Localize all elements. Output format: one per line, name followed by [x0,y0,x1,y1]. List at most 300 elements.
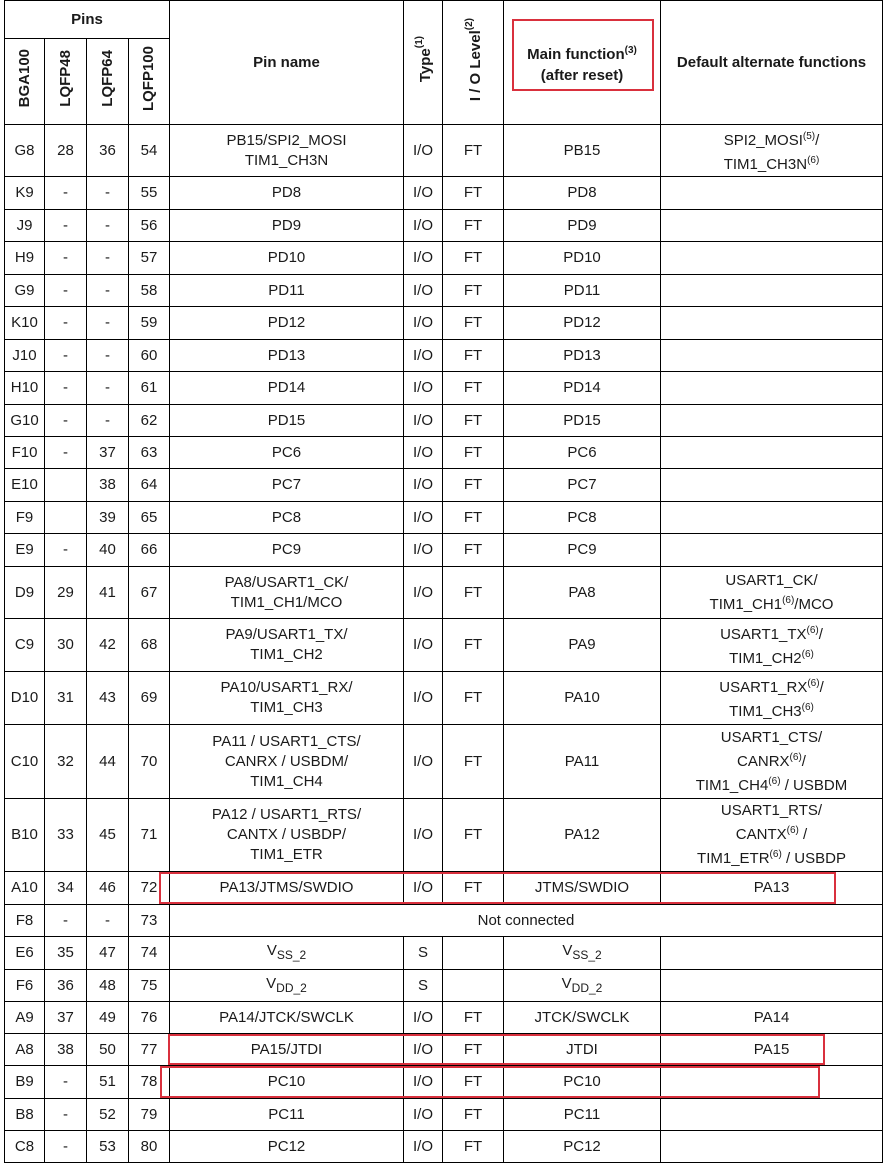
io-level-cell: FT [443,672,504,725]
lqfp48-cell: 30 [45,619,87,672]
io-level-cell: FT [443,1066,504,1099]
table-row [5,372,883,405]
table-row [5,1099,883,1131]
default-alternate-cell [661,372,883,405]
main-function-text: PC11 [563,1105,601,1123]
table-row [5,1034,883,1066]
io-level-cell: FT [443,177,504,210]
bga100-cell: F6 [5,970,45,1002]
lqfp48-cell: 29 [45,567,87,619]
alternate-function-suffix: / [819,679,824,696]
pin-name-line: PB15/SPI2_MOSI [226,131,347,149]
default-alternate-cell [661,125,883,177]
pin-name-cell [170,372,404,405]
table-row [5,567,883,619]
lqfp48-cell: - [45,534,87,567]
main-function-text: PD9 [567,216,597,234]
pin-name-cell [170,405,404,437]
lqfp100-cell: 55 [129,177,170,210]
alternate-function-text: CANTX [735,826,787,843]
type-cell: I/O [404,372,443,405]
lqfp64-cell: 50 [87,1034,129,1066]
main-function-text: PC12 [563,1137,601,1155]
alternate-function-text: PA13 [753,879,790,896]
default-alternate-cell [661,307,883,340]
lqfp64-cell: 38 [87,469,129,502]
default-alternate-header-label: Default alternate functions [676,53,867,71]
lqfp64-cell: 36 [87,125,129,177]
main-function-cell [504,340,661,372]
lqfp48-cell: 32 [45,725,87,799]
main-function-text: PD13 [563,346,601,364]
main-function-cell [504,937,661,970]
main-function-cell [504,469,661,502]
pin-name-line: TIM1_CH1/MCO [230,593,343,611]
main-function-cell [504,177,661,210]
io-level-cell: FT [443,242,504,275]
main-function-text: PC10 [563,1073,601,1090]
pins-group-header [5,1,170,39]
pin-name-cell [170,1066,404,1099]
main-function-text: PC9 [567,541,597,558]
pin-name-line: PD8 [271,184,302,201]
lqfp48-cell: - [45,340,87,372]
alternate-function-text: USART1_CTS/ [720,728,823,746]
pin-name-cell [170,567,404,619]
table-row [5,725,883,799]
type-cell: I/O [404,405,443,437]
lqfp64-header [87,39,129,125]
pin-name-cell [170,177,404,210]
io-level-cell: FT [443,405,504,437]
pinout-table-container [4,0,883,1163]
pin-name-line: PD12 [267,314,306,331]
table-row [5,619,883,672]
alternate-function-text: TIM1_CH3N [723,155,808,173]
lqfp100-cell: 77 [129,1034,170,1066]
lqfp100-label: LQFP100 [140,45,157,112]
pin-name-text: V [266,974,277,992]
default-alternate-header [661,1,883,125]
lqfp64-cell: 52 [87,1099,129,1131]
lqfp100-cell: 63 [129,437,170,469]
alternate-function-text: SPI2_MOSI [723,131,803,149]
default-alternate-cell [661,799,883,872]
lqfp48-label: LQFP48 [56,50,74,107]
io-level-cell: FT [443,210,504,242]
io-level-cell: FT [443,1002,504,1034]
alternate-function-text: USART1_RTS/ [720,802,823,819]
bga100-cell: C9 [5,619,45,672]
pin-name-line: PD13 [267,346,306,364]
type-header [404,1,443,125]
bga100-cell: J9 [5,210,45,242]
table-row [5,307,883,340]
table-row [5,1002,883,1034]
bga100-cell: B9 [5,1066,45,1099]
lqfp64-cell: - [87,340,129,372]
bga100-cell: F10 [5,437,45,469]
main-function-text: V [562,942,573,959]
footnote-marker: (6) [801,702,814,713]
pin-name-line: PD9 [271,216,302,234]
bga100-cell: E6 [5,937,45,970]
bga100-cell: D10 [5,672,45,725]
pin-name-cell [170,125,404,177]
type-cell: I/O [404,242,443,275]
pin-name-line: TIM1_CH4 [250,772,323,790]
default-alternate-cell [661,567,883,619]
table-row [5,905,883,937]
pin-name-subscript: SS_2 [276,948,307,962]
io-level-cell: FT [443,275,504,307]
type-note: (1) [414,36,425,49]
lqfp64-cell: 37 [87,437,129,469]
main-function-cell [504,799,661,872]
lqfp48-cell: 31 [45,672,87,725]
pin-name-line: CANRX / USBDM/ [224,752,349,770]
pin-name-line: PA9/USART1_TX/ [225,626,348,643]
default-alternate-cell [661,970,883,1002]
pin-name-line: TIM1_CH2 [250,646,323,663]
main-function-cell [504,970,661,1002]
default-alternate-cell [661,502,883,534]
type-cell: I/O [404,799,443,872]
type-cell: I/O [404,275,443,307]
lqfp48-cell: 38 [45,1034,87,1066]
io-level-cell: FT [443,567,504,619]
lqfp100-cell: 69 [129,672,170,725]
pin-name-header [170,1,404,125]
main-function-cell [504,405,661,437]
lqfp64-cell: 53 [87,1131,129,1163]
lqfp100-cell: 72 [129,872,170,905]
lqfp48-cell: - [45,242,87,275]
table-row [5,872,883,905]
main-function-cell [504,872,661,905]
pin-name-line: PA15/JTDI [250,1040,323,1058]
lqfp100-cell: 78 [129,1066,170,1099]
table-row [5,534,883,567]
type-cell: I/O [404,502,443,534]
table-row [5,502,883,534]
pin-name-cell [170,437,404,469]
lqfp64-cell: - [87,307,129,340]
pin-name-line: PC6 [271,443,302,461]
lqfp64-cell: 39 [87,502,129,534]
pin-name-cell [170,210,404,242]
pin-name-cell [170,1099,404,1131]
table-row [5,1131,883,1163]
alternate-function-text: CANRX [737,752,790,770]
default-alternate-cell [661,242,883,275]
lqfp64-cell: 43 [87,672,129,725]
alternate-function-text: USART1_RX [719,679,808,696]
type-header-text: Type [417,48,434,83]
io-level-cell: FT [443,340,504,372]
pin-name-line: PD14 [267,379,306,396]
lqfp48-header [45,39,87,125]
main-function-text: PA10 [564,689,600,706]
main-function-text: PA12 [564,826,600,843]
default-alternate-cell [661,872,883,905]
lqfp64-cell: - [87,372,129,405]
default-alternate-cell [661,275,883,307]
main-function-text: JTCK/SWCLK [534,1008,630,1026]
pin-name-line: PC10 [267,1073,306,1090]
table-row [5,799,883,872]
io-level-header [443,1,504,125]
footnote-marker: (6) [807,154,820,166]
main-function-text: PD8 [567,184,597,201]
main-function-text: JTDI [566,1040,598,1058]
main-function-text: PD12 [563,314,601,331]
lqfp100-cell: 60 [129,340,170,372]
type-cell: I/O [404,469,443,502]
default-alternate-cell [661,210,883,242]
io-level-header-text: I / O Level [467,30,484,102]
pin-name-cell [170,1131,404,1163]
main-function-text: JTMS/SWDIO [534,879,630,896]
pin-name-text: V [266,942,277,959]
io-level-cell: FT [443,1034,504,1066]
pin-name-cell [170,937,404,970]
lqfp48-cell: - [45,1099,87,1131]
footnote-marker: (6) [786,825,799,836]
pin-name-subscript: DD_2 [276,980,307,995]
bga100-cell: F8 [5,905,45,937]
io-level-cell: FT [443,1131,504,1163]
lqfp64-cell: 49 [87,1002,129,1034]
main-function-text: PD11 [563,281,601,299]
lqfp48-cell: - [45,905,87,937]
main-function-cell [504,1034,661,1066]
pin-name-line: PD11 [268,281,305,299]
main-function-cell [504,502,661,534]
lqfp100-cell: 76 [129,1002,170,1034]
bga100-cell: E10 [5,469,45,502]
bga100-cell: J10 [5,340,45,372]
footnote-marker: (6) [768,775,781,787]
io-level-cell: FT [443,534,504,567]
lqfp100-cell: 58 [129,275,170,307]
pin-name-cell [170,534,404,567]
pin-name-line: PA13/JTMS/SWDIO [219,879,354,896]
default-alternate-cell [661,177,883,210]
lqfp100-header [129,39,170,125]
alternate-function-suffix: / [818,626,823,643]
table-row [5,970,883,1002]
alternate-function-suffix: / [801,752,806,770]
default-alternate-cell [661,437,883,469]
lqfp100-cell: 68 [129,619,170,672]
lqfp100-cell: 57 [129,242,170,275]
pin-name-line: PA11 / USART1_CTS/ [212,732,361,750]
bga100-cell: H10 [5,372,45,405]
bga100-cell: K9 [5,177,45,210]
lqfp100-cell: 54 [129,125,170,177]
default-alternate-cell [661,725,883,799]
pin-name-cell [170,340,404,372]
main-function-text: PD10 [563,249,601,266]
lqfp64-cell: 48 [87,970,129,1002]
table-row [5,437,883,469]
pin-name-cell [170,672,404,725]
io-level-cell: FT [443,125,504,177]
table-row [5,937,883,970]
lqfp100-cell: 67 [129,567,170,619]
pin-name-line: PC11 [268,1105,305,1123]
main-function-header [504,1,661,125]
type-cell: S [404,970,443,1002]
alternate-function-text: USART1_TX [720,626,807,643]
table-row [5,672,883,725]
type-cell: I/O [404,437,443,469]
default-alternate-cell [661,619,883,672]
pin-name-line: PD10 [267,249,306,266]
main-function-text: PA8 [568,583,596,601]
default-alternate-cell [661,469,883,502]
pin-name-header-label: Pin name [253,53,320,71]
default-alternate-cell [661,1099,883,1131]
bga100-cell: B10 [5,799,45,872]
main-function-subscript: DD_2 [571,980,603,995]
default-alternate-cell [661,937,883,970]
lqfp64-cell: 46 [87,872,129,905]
lqfp64-label: LQFP64 [98,50,116,107]
pin-name-cell [170,242,404,275]
type-cell: I/O [404,1034,443,1066]
main-function-text: PC8 [567,508,597,526]
lqfp100-cell: 75 [129,970,170,1002]
alternate-function-text: TIM1_CH1 [709,595,783,613]
pin-name-cell [170,970,404,1002]
lqfp48-cell [45,469,87,502]
footnote-marker: (6) [806,625,819,636]
lqfp48-cell: 35 [45,937,87,970]
bga100-cell: F9 [5,502,45,534]
main-function-text: PB15 [563,141,601,159]
footnote-marker: (6) [801,649,814,660]
alternate-function-text: TIM1_ETR [697,850,770,867]
lqfp48-cell: - [45,1131,87,1163]
io-level-cell: FT [443,372,504,405]
default-alternate-cell [661,1034,883,1066]
lqfp64-cell: 51 [87,1066,129,1099]
bga100-cell: E9 [5,534,45,567]
lqfp48-cell: 37 [45,1002,87,1034]
lqfp100-cell: 56 [129,210,170,242]
table-row [5,275,883,307]
io-level-cell: FT [443,502,504,534]
bga100-cell: B8 [5,1099,45,1131]
lqfp100-cell: 79 [129,1099,170,1131]
io-level-cell: FT [443,725,504,799]
type-cell: I/O [404,177,443,210]
lqfp64-cell: 44 [87,725,129,799]
lqfp100-cell: 80 [129,1131,170,1163]
type-cell: I/O [404,307,443,340]
pin-name-line: PC12 [267,1137,306,1155]
lqfp48-cell [45,502,87,534]
io-level-header-label [460,18,486,101]
lqfp48-cell: 33 [45,799,87,872]
lqfp100-cell: 62 [129,405,170,437]
type-cell: I/O [404,340,443,372]
lqfp48-cell: - [45,405,87,437]
lqfp64-cell: - [87,405,129,437]
table-row [5,340,883,372]
alternate-function-suffix: / [798,826,808,843]
table-row [5,210,883,242]
main-function-text: V [561,974,572,992]
lqfp100-cell: 65 [129,502,170,534]
main-function-cell [504,1131,661,1163]
lqfp64-cell: - [87,177,129,210]
lqfp64-cell: - [87,210,129,242]
main-function-cell [504,1066,661,1099]
table-row [5,405,883,437]
main-function-cell [504,534,661,567]
alternate-function-suffix: / [815,131,820,149]
bga100-cell: G8 [5,125,45,177]
pin-name-cell [170,469,404,502]
type-cell: S [404,937,443,970]
not-connected-cell: Not connected [170,905,883,937]
pin-name-cell [170,307,404,340]
pin-name-line: TIM1_CH3 [250,699,323,716]
io-level-cell: FT [443,619,504,672]
bga100-cell: A10 [5,872,45,905]
lqfp64-cell: 42 [87,619,129,672]
pin-name-line: PA14/JTCK/SWCLK [219,1008,354,1026]
lqfp100-cell: 59 [129,307,170,340]
main-function-cell [504,567,661,619]
alternate-function-text: TIM1_CH2 [729,650,802,667]
bga100-cell: H9 [5,242,45,275]
main-function-cell [504,672,661,725]
main-function-text: PA9 [568,636,596,653]
bga100-cell: A9 [5,1002,45,1034]
alternate-function-text: PA14 [753,1008,790,1026]
main-function-cell [504,1099,661,1131]
io-level-cell: FT [443,469,504,502]
bga100-cell: D9 [5,567,45,619]
lqfp64-cell: 40 [87,534,129,567]
type-header-label [410,36,436,82]
io-level-cell [443,937,504,970]
bga100-cell: A8 [5,1034,45,1066]
type-cell: I/O [404,1099,443,1131]
io-level-cell: FT [443,1099,504,1131]
lqfp48-cell: - [45,372,87,405]
lqfp48-cell: - [45,177,87,210]
main-function-header-label [504,40,660,86]
table-row [5,125,883,177]
type-cell: I/O [404,534,443,567]
pin-name-cell [170,619,404,672]
bga100-cell: G9 [5,275,45,307]
pinout-table-body [5,125,883,1163]
default-alternate-cell [661,1131,883,1163]
main-function-note: (3) [624,44,637,56]
lqfp48-cell: - [45,210,87,242]
bga100-cell: G10 [5,405,45,437]
lqfp100-cell: 74 [129,937,170,970]
main-function-text: PD14 [563,379,601,396]
pin-name-line: CANTX / USBDP/ [226,826,347,843]
default-alternate-cell [661,1066,883,1099]
